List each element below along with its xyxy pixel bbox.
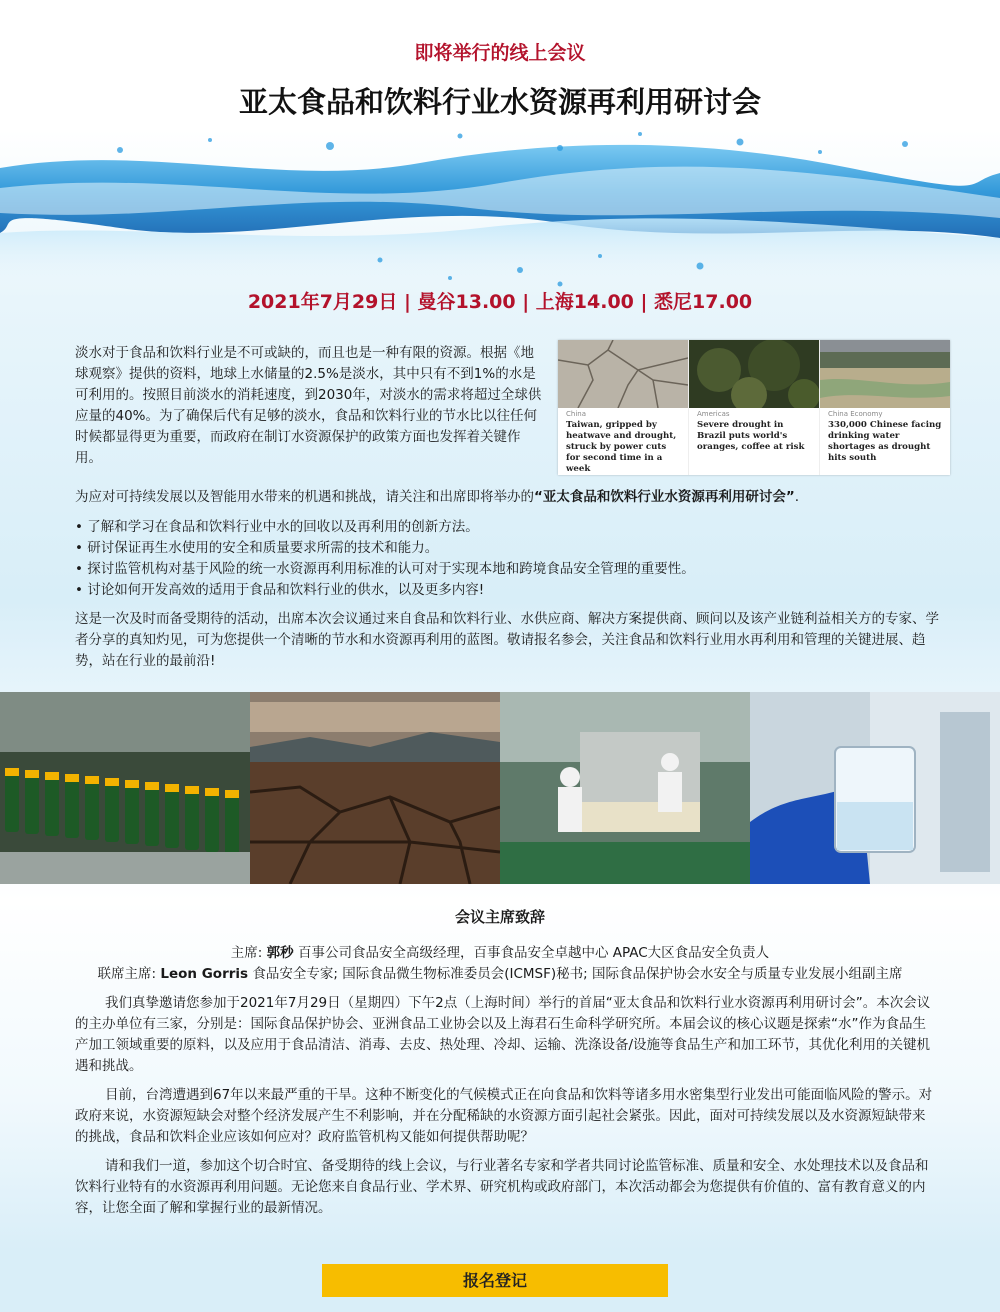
chair-paragraph: 我们真挚邀请您参加于2021年7月29日（星期四）下午2点（上海时间）举行的首届“亚太食品和饮料行业水资源再利用研讨会”。本次会议的主办单位有三家，分别是：国际食品保护协会、亚洲食品工业协会以及上海君石生命科学研究所。本届会议的核心议题是探索“水”作为食品生产加工领域重要的原料，以及应用于食品清洁、消毒、去皮、热处理、冷却、运输、洗涤设备/设施等食品生产和加工环节，其优化利用的关键机遇和挑战。 <box>75 995 931 1074</box>
food-factory-photo <box>500 692 750 884</box>
news-region: Americas <box>697 410 730 418</box>
event-paragraph: 这是一次及时而备受期待的活动，出席本次会议通过来自食品和饮料行业、水供应商、解决方案提供商、顾问以及该产业链利益相关方的专家、学者分享的真知灼见，可为您提供一个清晰的节水和水资源再利用的蓝图。敬请报名参会，关注食品和饮料行业用水再利用和管理的关键进展、趋势，站在行业的最前沿! <box>75 611 939 669</box>
news-headline: 330,000 Chinese facing drinking water shortages as drought hits south <box>828 420 942 463</box>
lab-beaker-photo <box>750 692 1000 884</box>
event-schedule: 2021年7月29日 | 曼谷13.00 | 上海14.00 | 悉尼17.00 <box>247 291 753 313</box>
register-button[interactable]: 报名登记 <box>322 1264 668 1297</box>
bottling-line-photo <box>0 692 250 884</box>
photo-strip <box>0 692 1000 884</box>
cochair-line <box>0 962 1000 982</box>
chair-label: 主席: <box>230 945 263 961</box>
cracked-ground-image <box>558 340 688 408</box>
cracked-earth-photo <box>250 692 500 884</box>
list-item: • 探讨监管机构对基于风险的统一水资源再利用标准的认可对于实现本地和跨境食品安全管理的重要性。 <box>75 561 695 577</box>
call-to-action <box>75 485 935 505</box>
chair-line <box>0 941 1000 961</box>
call-to-action-suffix: . <box>794 489 800 505</box>
list-item: • 研讨保证再生水使用的安全和质量要求所需的技术和能力。 <box>75 540 439 556</box>
section-title: 会议主席致辞 <box>454 908 545 926</box>
cochair-name: Leon Gorris <box>160 966 249 982</box>
intro-paragraph: 淡水对于食品和饮料行业是不可或缺的，而且也是一种有限的资源。根据《地球观察》提供的资料，地球上水储量的2.5%是淡水，其中只有不到1%的水是可利用的。按照目前淡水的消耗速度，到2030年，对淡水的需求将超过全球供应量的40%。为了确保后代有足够的淡水，食品和饮料行业的节水比以往任何时候都显得更为重要，而政府在制订水资源保护的政策方面也发挥着关键作用。 <box>75 345 542 466</box>
call-to-action-prefix: 为应对可持续发展以及智能用水带来的机遇和挑战，请关注和出席即将举办的 <box>75 489 534 505</box>
chair-name: 郭秒 <box>266 945 294 961</box>
news-region: China Economy <box>828 410 883 418</box>
cochair-description: 食品安全专家; 国际食品微生物标准委员会(ICMSF)秘书; 国际食品保护协会水安全与质量专业发展小组副主席 <box>252 966 903 982</box>
upcoming-label: 即将举行的线上会议 <box>414 42 586 64</box>
water-wave-banner <box>0 128 1000 288</box>
cochair-label: 联席主席: <box>97 966 157 982</box>
news-card <box>689 340 820 475</box>
list-item: • 了解和学习在食品和饮料行业中水的回收以及再利用的创新方法。 <box>75 519 479 535</box>
news-card <box>558 340 689 475</box>
page-title: 亚太食品和饮料行业水资源再利用研讨会 <box>238 85 761 119</box>
event-name: “亚太食品和饮料行业水资源再利用研讨会” <box>534 489 795 505</box>
dry-riverbed-image <box>820 340 950 408</box>
topic-list <box>75 517 945 601</box>
news-clippings <box>558 340 950 475</box>
news-headline: Taiwan, gripped by heatwave and drought, struck by power cuts for second time in a week <box>566 420 677 474</box>
news-headline: Severe drought in Brazil puts world's oranges, coffee at risk <box>697 420 805 452</box>
chair-description: 百事公司食品安全高级经理，百事食品安全卓越中心 APAC大区食品安全负责人 <box>297 945 770 961</box>
list-item: • 讨论如何开发高效的适用于食品和饮料行业的供水，以及更多内容! <box>75 582 485 598</box>
chair-paragraph: 目前，台湾遭遇到67年以来最严重的干旱。这种不断变化的气候模式正在向食品和饮料等诸多用水密集型行业发出可能面临风险的警示。对政府来说，水资源短缺会对整个经济发展产生不利影响，并在分配稀缺的水资源方面引起社会紧张。因此，面对可持续发展以及水资源短缺带来的挑战，食品和饮料企业应该如何应对？政府监管机构又能如何提供帮助呢？ <box>75 1087 933 1145</box>
news-card <box>820 340 950 475</box>
news-region: China <box>566 410 586 418</box>
plantation-image <box>689 340 819 408</box>
chair-paragraph: 请和我们一道，参加这个切合时宜、备受期待的线上会议，与行业著名专家和学者共同讨论监管标准、质量和安全、水处理技术以及食品和饮料行业特有的水资源再利用问题。无论您来自食品行业、学术界、研究机构或政府部门，本次活动都会为您提供有价值的、富有教育意义的内容，让您全面了解和掌握行业的最新情况。 <box>75 1158 929 1216</box>
